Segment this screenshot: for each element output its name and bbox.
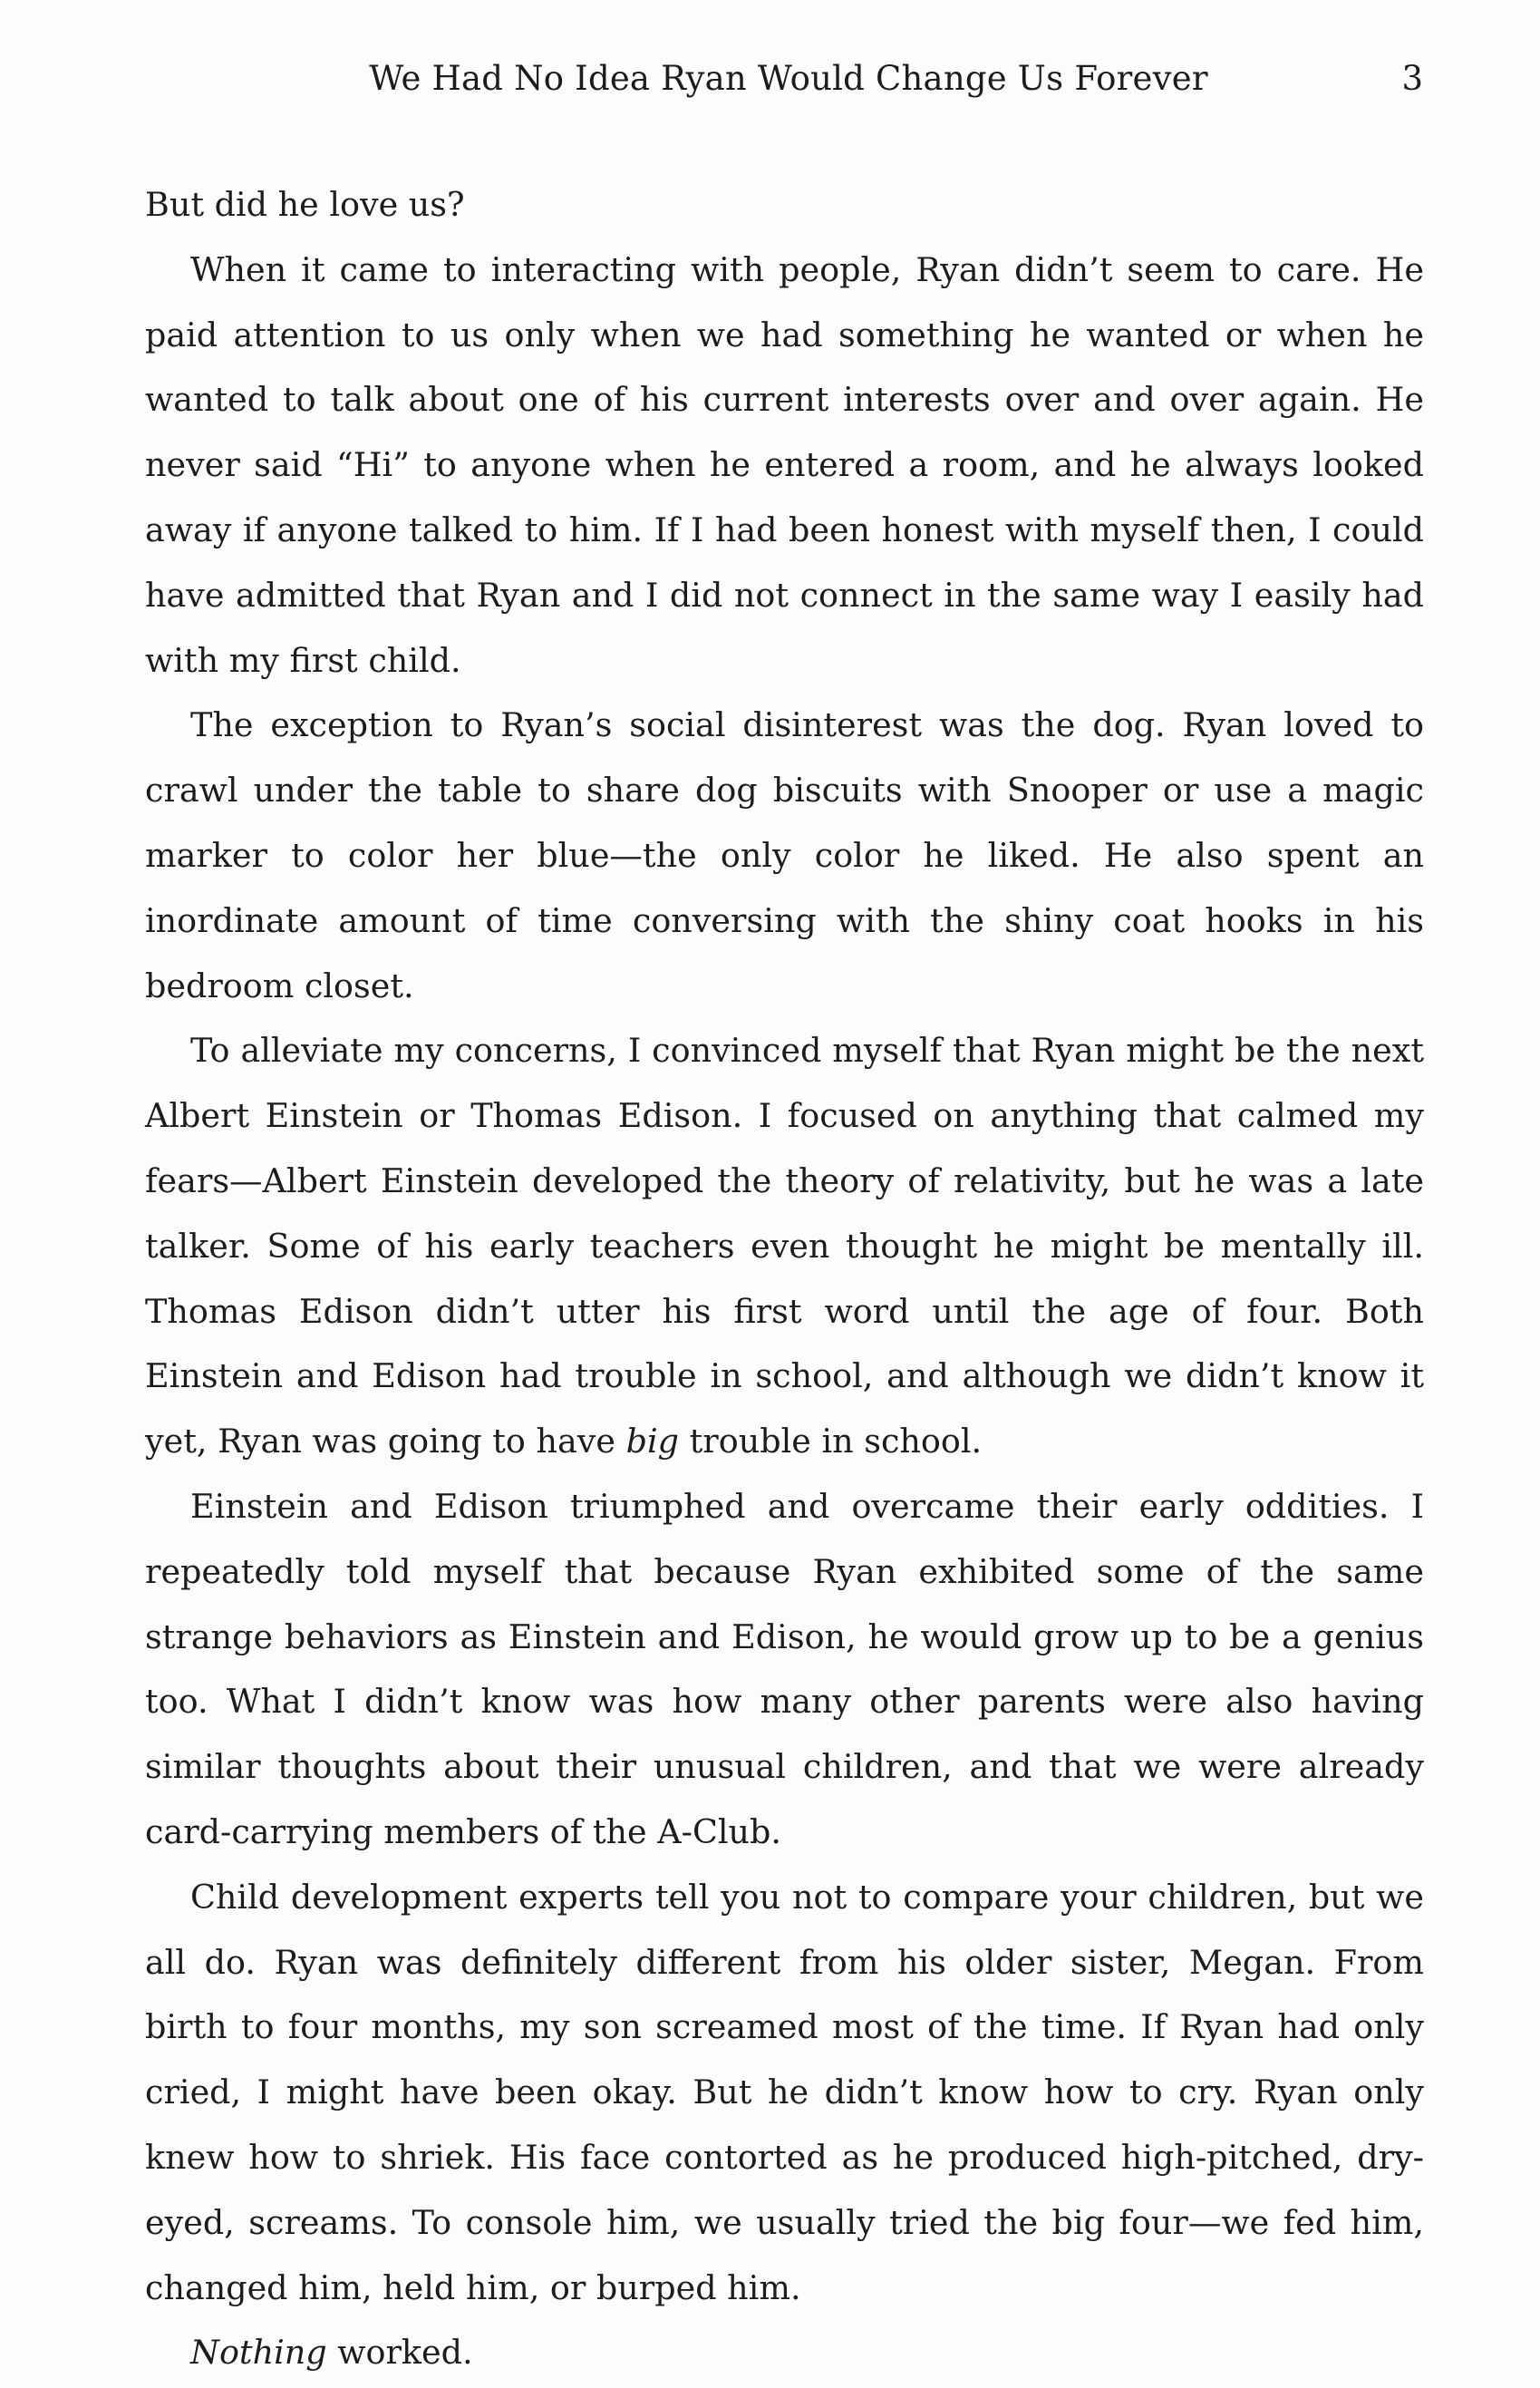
paragraph [145, 693, 1424, 1018]
body-text [145, 172, 1424, 2385]
paragraph [145, 2320, 1424, 2385]
running-title: We Had No Idea Ryan Would Change Us Forever [369, 59, 1208, 98]
paragraph [145, 1018, 1424, 1474]
paragraph-text: The exception to Ryan’s social disinterest was the dog. Ryan loved to crawl under the table to share dog biscuits with Snooper or use a magic marker to color her blue—the only color he liked. He also spent an inordinate amount of time conversing with the shiny coat hooks in his bedroom closet. [145, 705, 1424, 1005]
paragraph-text: Einstein and Edison triumphed and overcame their early oddities. I repeatedly told myself that because Ryan exhibited some of the same strange behaviors as Einstein and Edison, he would grow up to be a genius too. What I didn’t know was how many other parents were also having similar thoughts about their unusual children, and that we were already card-carrying members of the A-Club. [145, 1486, 1424, 1851]
emphasis-text: Nothing [190, 2333, 327, 2373]
paragraph-text: When it came to interacting with people, Ryan didn’t seem to care. He paid attention to us only when we had something he wanted or when he wanted to talk about one of his current interests over and over again. He never said “Hi” to anyone when he entered a room, and he always looked away if anyone talked to him. If I had been honest with myself then, I could have admitted that Ryan and I did not connect in the same way I easily had with my first child. [145, 249, 1424, 680]
paragraph [145, 238, 1424, 694]
paragraph-text: trouble in school. [689, 1422, 983, 1461]
page-number: 3 [1401, 59, 1423, 98]
paragraph [145, 1865, 1424, 2321]
paragraph-text: To alleviate my concerns, I convinced myself that Ryan might be the next Albert Einstein or Thomas Edison. I focused on anything that calmed my fears—Albert Einstein developed the theory of relativity, but he was a late talker. Some of his early teachers even thought he might be mentally ill. Thomas Edison didn’t utter his first word until the age of four. Both Einstein and Edison had trouble in school, and although we didn’t know it yet, Ryan was going to have [145, 1031, 1424, 1461]
paragraph-text: But did he love us? [145, 185, 465, 224]
emphasis-text: big [625, 1422, 679, 1461]
paragraph-text: worked. [337, 2333, 473, 2373]
paragraph [145, 172, 1424, 238]
running-header [145, 56, 1432, 102]
paragraph-text: Child development experts tell you not to compare your children, but we all do. Ryan was definitely different from his older sister, Megan. From birth to four months, my son screamed most of the time. If Ryan had only cried, I might have been okay. But he didn’t know how to cry. Ryan only knew how to shriek. His face contorted as he produced high-pitched, dry-eyed, screams. To console him, we usually tried the big four—we fed him, changed him, held him, or burped him. [145, 1877, 1424, 2307]
paragraph [145, 1474, 1424, 1865]
